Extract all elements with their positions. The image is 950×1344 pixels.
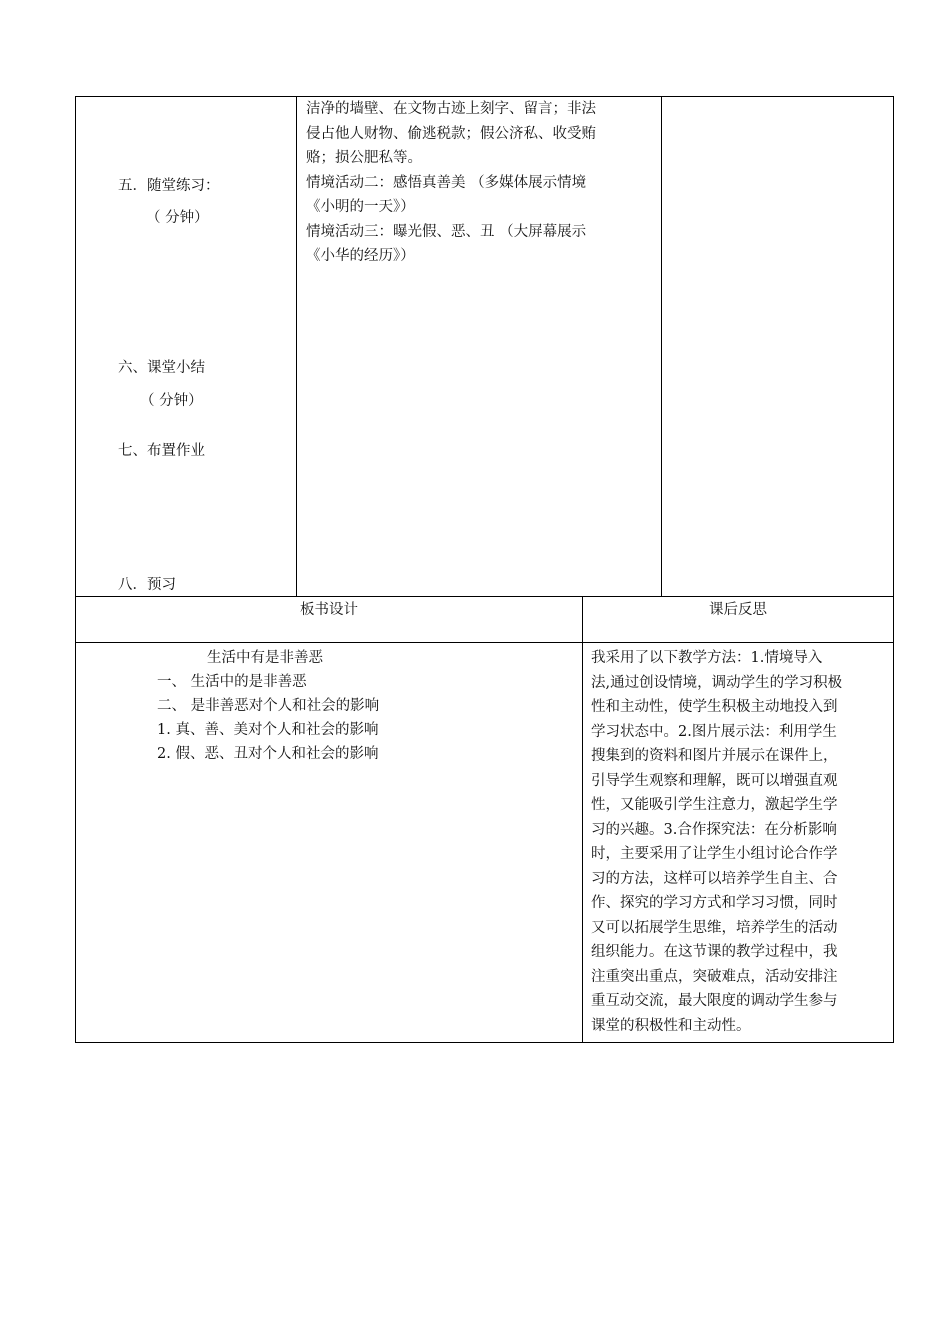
activity-line: 《小明的一天》） bbox=[306, 199, 415, 215]
reflection-line: 习的兴趣。3.合作探究法：在分析影响 bbox=[591, 821, 837, 838]
reflection-line: 搜集到的资料和图片并展示在课件上， bbox=[591, 748, 838, 764]
reflection-line: 习的方法，这样可以培养学生自主、合 bbox=[591, 870, 838, 887]
upper-divider-left bbox=[296, 96, 297, 596]
reflection-content bbox=[591, 646, 891, 1038]
activity-line: 赂；损公肥私等。 bbox=[306, 150, 422, 166]
table-right-border bbox=[893, 96, 894, 1042]
reflection-line: 法,通过创设情境，调动学生的学习积极 bbox=[591, 674, 843, 691]
board-item: 二、 是非善恶对个人和社会的影响 bbox=[157, 698, 380, 714]
homework-title: 七、布置作业 bbox=[118, 443, 205, 459]
activity-line: 《小华的经历》） bbox=[306, 248, 415, 264]
reflection-line: 学习状态中。2.图片展示法：利用学生 bbox=[591, 723, 837, 740]
reflection-line: 时，主要采用了让学生小组讨论合作学 bbox=[591, 846, 838, 862]
activity-line: 情境活动三：曝光假、恶、丑 （大屏幕展示 bbox=[306, 223, 587, 240]
table-left-border bbox=[75, 96, 76, 1042]
reflection-line: 重互动交流，最大限度的调动学生参与 bbox=[591, 993, 838, 1009]
reflection-line: 注重突出重点，突破难点，活动安排注 bbox=[591, 968, 838, 985]
reflection-line: 作、探究的学习方式和学习习惯，同时 bbox=[591, 895, 838, 911]
preview-title: 八．预习 bbox=[118, 577, 176, 593]
reflection-header: 课后反思 bbox=[709, 602, 767, 618]
reflection-line: 引导学生观察和理解，既可以增强直观 bbox=[591, 772, 838, 789]
practice-time: （ 分钟） bbox=[146, 210, 209, 226]
reflection-line: 性，又能吸引学生注意力，激起学生学 bbox=[591, 797, 838, 813]
reflection-line: 课堂的积极性和主动性。 bbox=[591, 1017, 751, 1034]
activity-line: 侵占他人财物、偷逃税款；假公济私、收受贿 bbox=[306, 125, 596, 142]
summary-title: 六、课堂小结 bbox=[118, 360, 205, 376]
table-bottom-border bbox=[75, 1042, 894, 1043]
board-item: 1. 真、善、美对个人和社会的影响 bbox=[157, 722, 379, 738]
reflection-line: 我采用了以下教学方法：1.情境导入 bbox=[591, 650, 823, 666]
board-item: 一、 生活中的是非善恶 bbox=[157, 674, 307, 690]
board-design-header: 板书设计 bbox=[300, 602, 358, 618]
upper-right-cell bbox=[662, 97, 892, 595]
lower-divider bbox=[582, 596, 583, 1042]
header-row-bottom-border bbox=[75, 642, 894, 643]
activity-line: 情境活动二：感悟真善美 （多媒体展示情境 bbox=[306, 174, 587, 191]
upper-section-bottom-border bbox=[75, 596, 894, 597]
reflection-line: 又可以拓展学生思维，培养学生的活动 bbox=[591, 919, 838, 936]
activity-line: 洁净的墙壁、在文物古迹上刻字、留言；非法 bbox=[306, 101, 596, 117]
reflection-line: 组织能力。在这节课的教学过程中，我 bbox=[591, 944, 838, 960]
summary-time: （ 分钟） bbox=[140, 393, 203, 409]
activity-text bbox=[306, 97, 656, 269]
board-title: 生活中有是非善恶 bbox=[207, 650, 323, 666]
board-item: 2. 假、恶、丑对个人和社会的影响 bbox=[157, 746, 379, 762]
practice-title: 五．随堂练习： bbox=[118, 178, 220, 194]
reflection-line: 性和主动性，使学生积极主动地投入到 bbox=[591, 699, 838, 715]
